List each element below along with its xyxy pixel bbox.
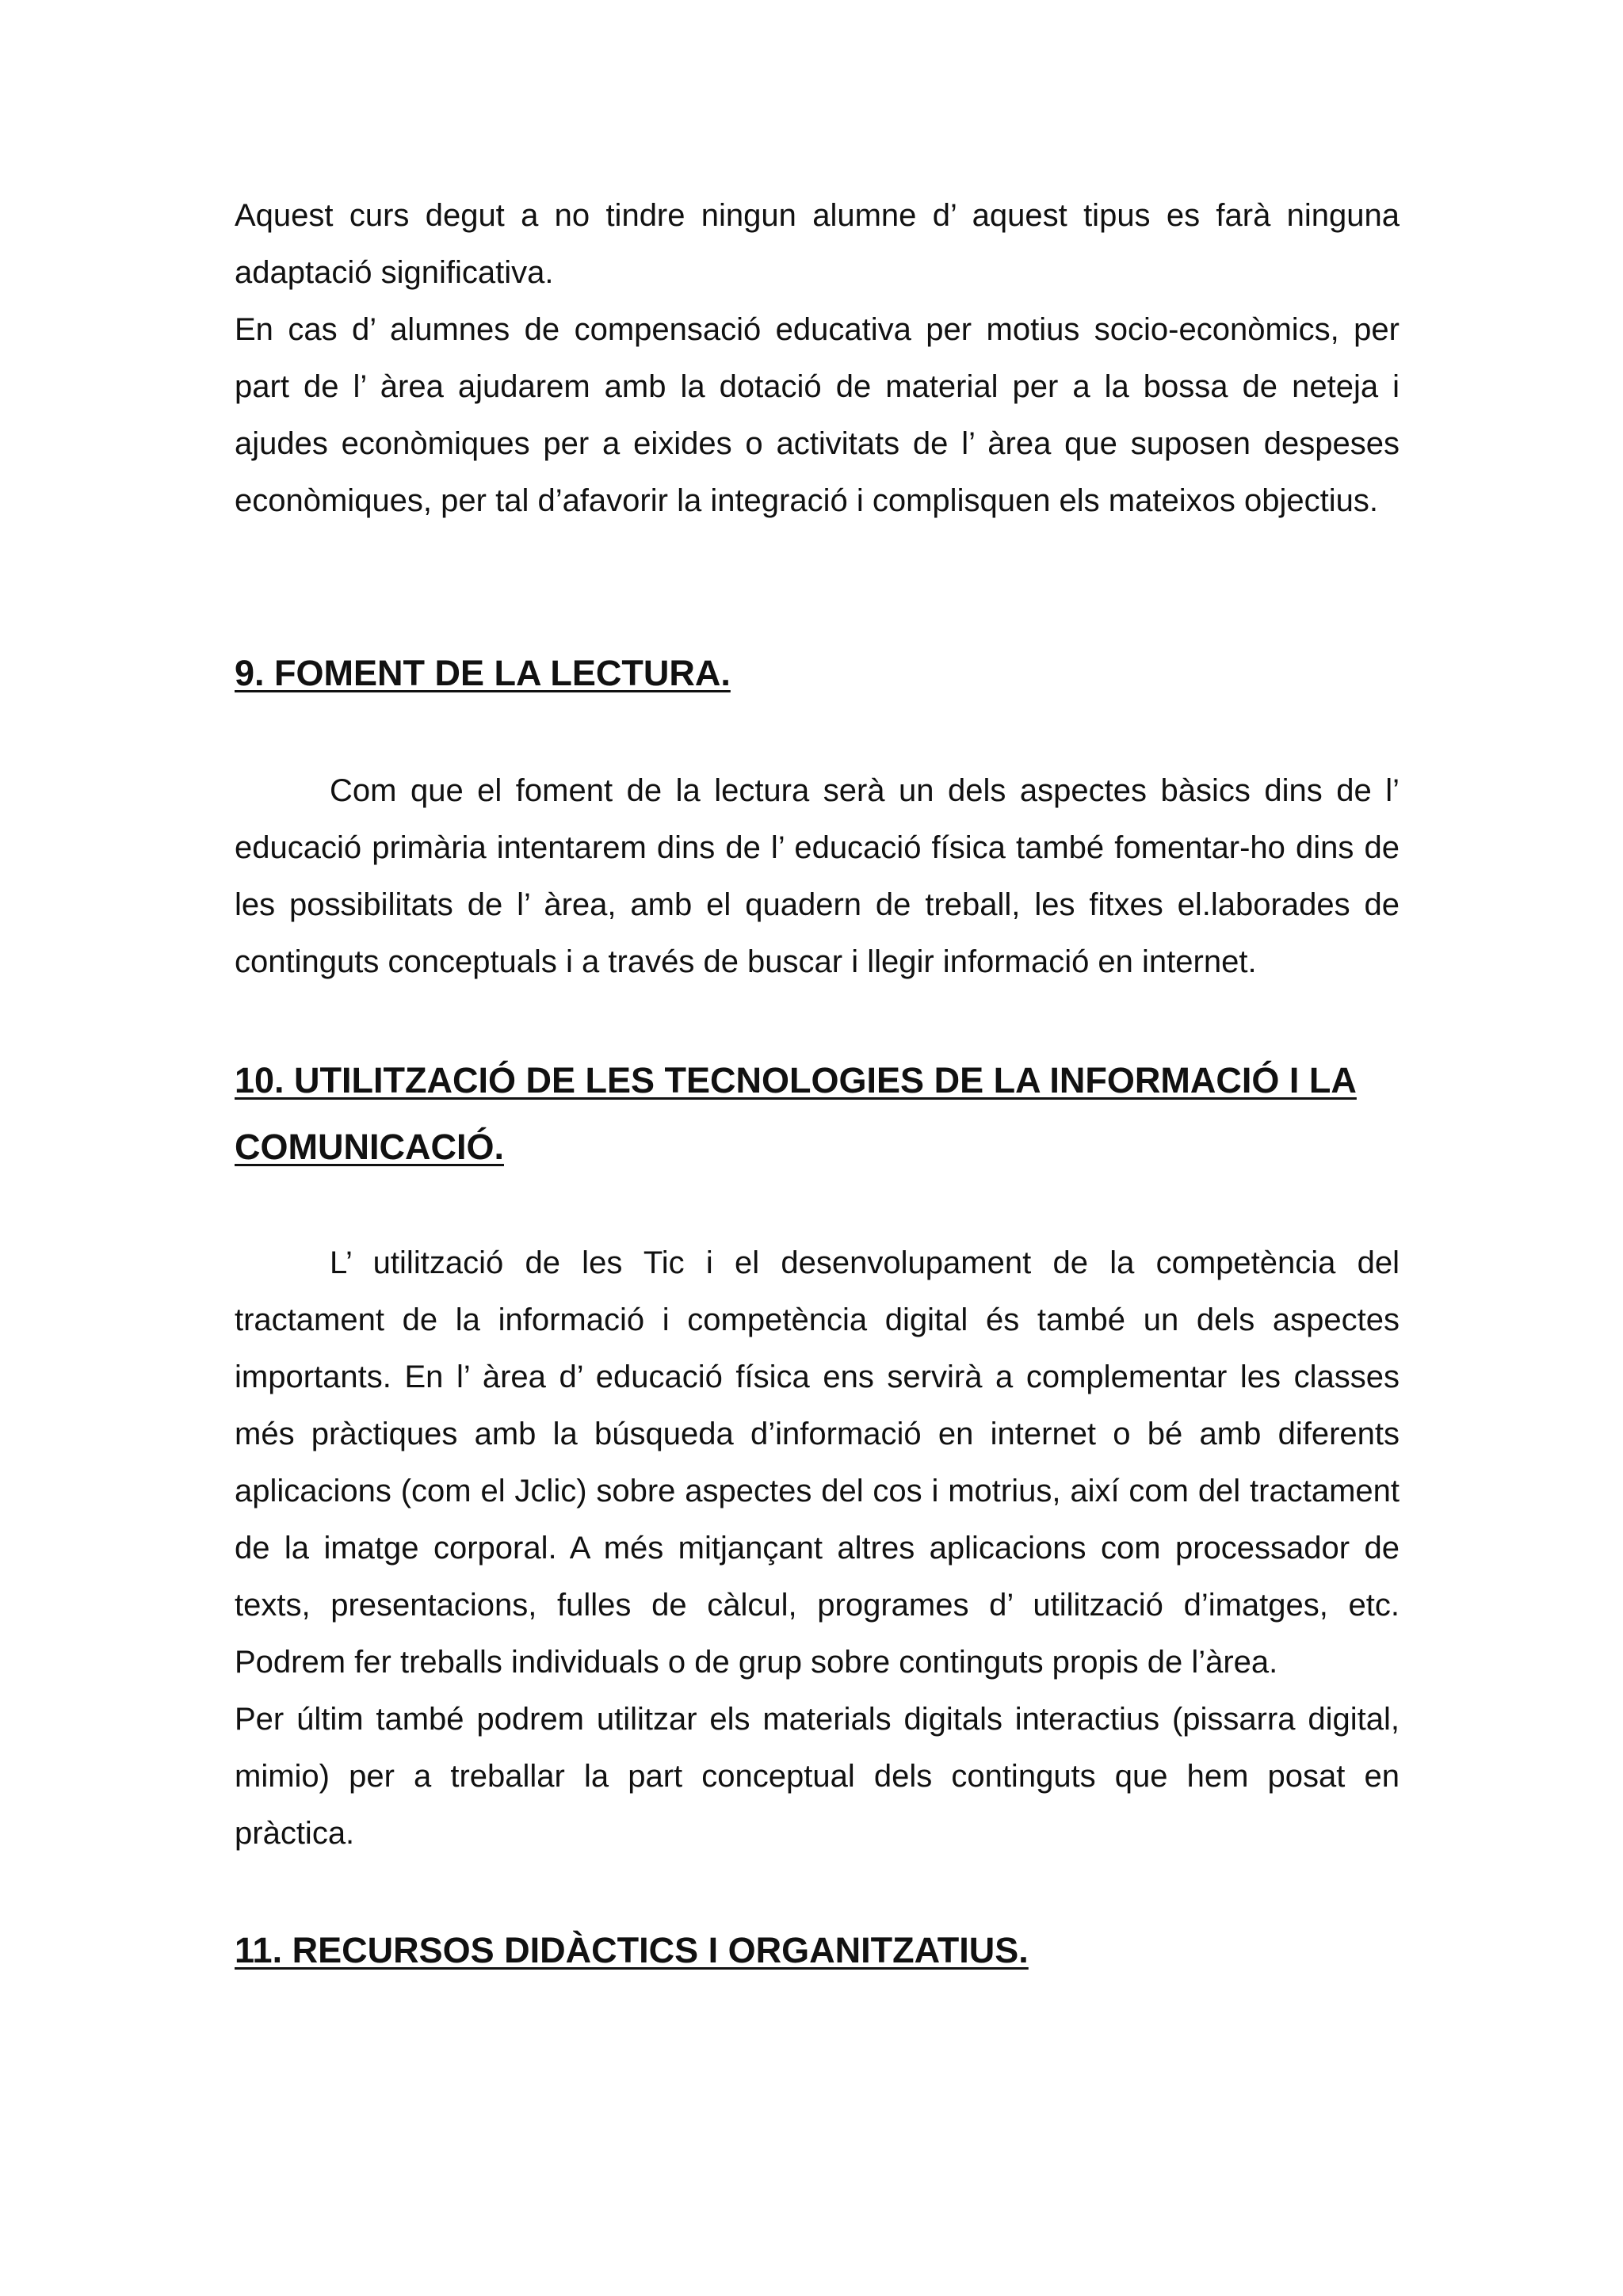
intro-paragraph-1: Aquest curs degut a no tindre ningun alumne d’ aquest tipus es farà ninguna adaptació significativa. bbox=[235, 198, 1400, 290]
section-9-paragraph: Com que el foment de la lectura serà un dels aspectes bàsics dins de l’ educació primària intentarem dins de l’ educació física també fomentar-ho dins de les possibilitats de l’ àrea, amb el quadern de treball, les fitxes el.laborades de continguts conceptuals i a través de buscar i llegir informació en internet. bbox=[235, 773, 1400, 979]
section-9-body bbox=[235, 762, 1400, 990]
section-10-paragraph-2: Per últim també podrem utilitzar els materials digitals interactius (pissarra digital, mimio) per a treballar la part conceptual dels continguts que hem posat en pràctica. bbox=[235, 1702, 1400, 1851]
section-9-heading: 9. FOMENT DE LA LECTURA. bbox=[235, 653, 731, 693]
intro-paragraph-2: En cas d’ alumnes de compensació educativa per motius socio-econòmics, per part de l’ àrea ajudarem amb la dotació de material per a la bossa de neteja i ajudes econòmiques per a eixides o activitats de l’ àrea que suposen despeses econòmiques, per tal d’afavorir la integració i complisquen els mateixos objectius. bbox=[235, 312, 1400, 518]
section-10-body bbox=[235, 1234, 1400, 1862]
section-10-heading: 10. UTILITZACIÓ DE LES TECNOLOGIES DE LA INFORMACIÓ I LA COMUNICACIÓ. bbox=[235, 1060, 1357, 1167]
section-10-block bbox=[235, 1047, 1407, 1180]
section-10-paragraph-1: L’ utilització de les Tic i el desenvolupament de la competència del tractament de la informació i competència digital és també un dels aspectes importants. En l’ àrea d’ educació física ens servirà a complementar les classes més pràctiques amb la búsqueda d’informació en internet o bé amb diferents aplicacions (com el Jclic) sobre aspectes del cos i motrius, així com del tractament de la imatge corporal. A més mitjançant altres aplicacions com processador de texts, presentacions, fulles de càlcul, programes d’ utilització d’imatges, etc. Podrem fer treballs individuals o de grup sobre continguts propis de l’àrea. bbox=[235, 1245, 1400, 1680]
intro-block bbox=[235, 187, 1400, 529]
section-11-heading: 11. RECURSOS DIDÀCTICS I ORGANITZATIUS. bbox=[235, 1930, 1029, 1970]
section-9-block bbox=[235, 640, 1400, 707]
section-11-block bbox=[235, 1917, 1400, 1984]
